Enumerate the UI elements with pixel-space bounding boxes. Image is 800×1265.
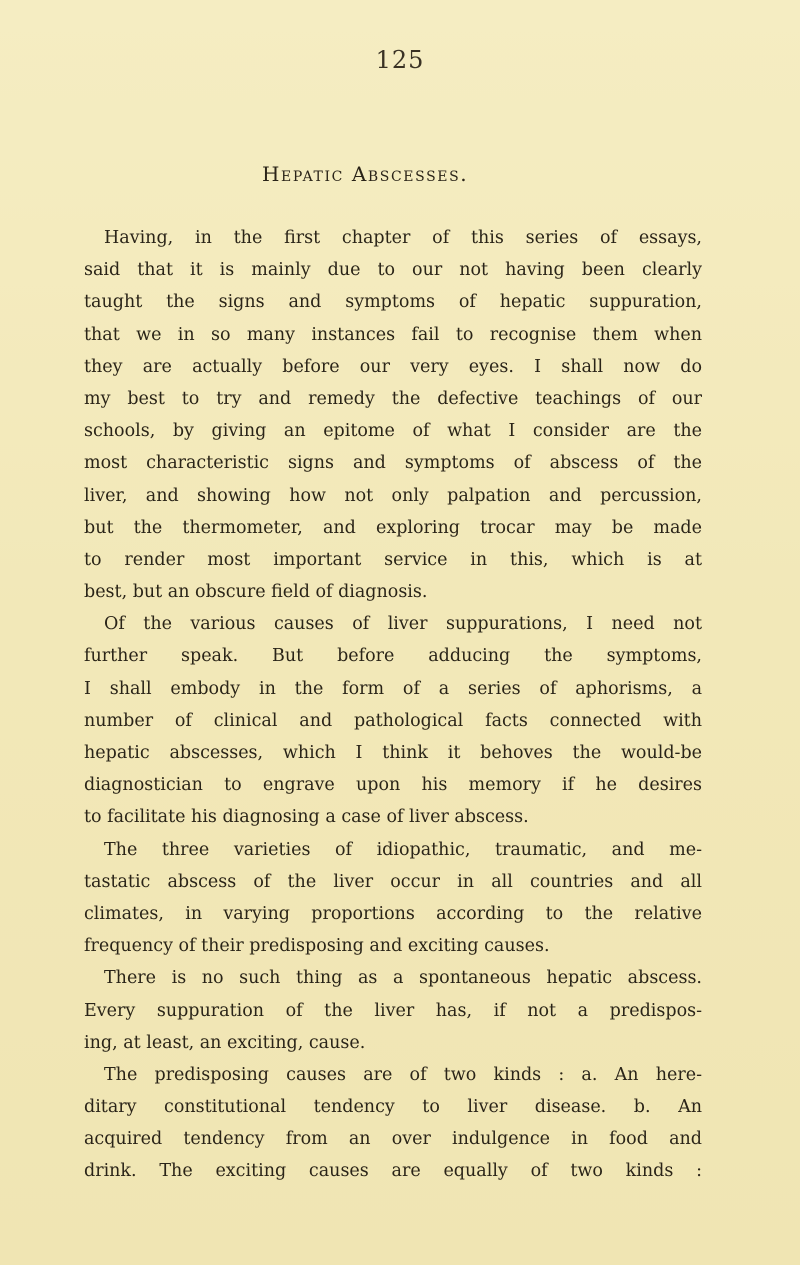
text-line: schools, by giving an epitome of what I consider are the <box>84 421 702 442</box>
body-text <box>84 222 702 1188</box>
text-line: drink. The exciting causes are equally of two kinds : <box>84 1161 702 1182</box>
text-line: tastatic abscess of the liver occur in all countries and all <box>84 871 702 892</box>
text-line: my best to try and remedy the defective teachings of our <box>84 388 702 409</box>
text-line: The predisposing causes are of two kinds : a. An here- <box>104 1064 702 1085</box>
text-line: but the thermometer, and exploring trocar may be made <box>84 517 702 538</box>
text-line: Having, in the first chapter of this series of essays, <box>104 228 702 248</box>
text-line: number of clinical and pathological facts connected with <box>84 710 702 731</box>
text-line: most characteristic signs and symptoms of abscess of the <box>84 453 702 474</box>
text-line: ing, at least, an exciting, cause. <box>84 1032 366 1053</box>
text-line: to facilitate his diagnosing a case of liver abscess. <box>84 807 529 828</box>
text-line: The three varieties of idiopathic, traumatic, and me- <box>104 839 702 860</box>
text-line: they are actually before our very eyes. I shall now do <box>84 356 702 377</box>
text-line: to render most important service in this, which is at <box>84 549 702 570</box>
text-line: said that it is mainly due to our not having been clearly <box>84 260 702 281</box>
text-line: hepatic abscesses, which I think it behoves the would-be <box>84 743 702 763</box>
text-line: acquired tendency from an over indulgence in food and <box>84 1129 702 1150</box>
text-line: best, but an obscure field of diagnosis. <box>84 582 428 603</box>
text-line: diagnostician to engrave upon his memory if he desires <box>84 775 702 796</box>
text-line: There is no such thing as a spontaneous hepatic abscess. <box>104 968 702 989</box>
section-heading: Hepatic Abscesses. <box>262 162 469 186</box>
text-line: ditary constitutional tendency to liver disease. b. An <box>84 1097 702 1118</box>
text-line: frequency of their predisposing and exciting causes. <box>84 936 550 957</box>
text-line: liver, and showing how not only palpation and percussion, <box>84 485 702 506</box>
text-line: Every suppuration of the liver has, if not a predispos- <box>84 1000 702 1021</box>
page-number: 125 <box>375 46 425 74</box>
text-line: I shall embody in the form of a series of aphorisms, a <box>84 678 702 699</box>
text-line: climates, in varying proportions according to the relative <box>84 903 702 924</box>
text-line: further speak. But before adducing the symptoms, <box>84 646 702 667</box>
text-line: that we in so many instances fail to recognise them when <box>84 324 702 345</box>
text-line: taught the signs and symptoms of hepatic suppuration, <box>84 292 702 313</box>
text-line: Of the various causes of liver suppurations, I need not <box>104 614 702 635</box>
